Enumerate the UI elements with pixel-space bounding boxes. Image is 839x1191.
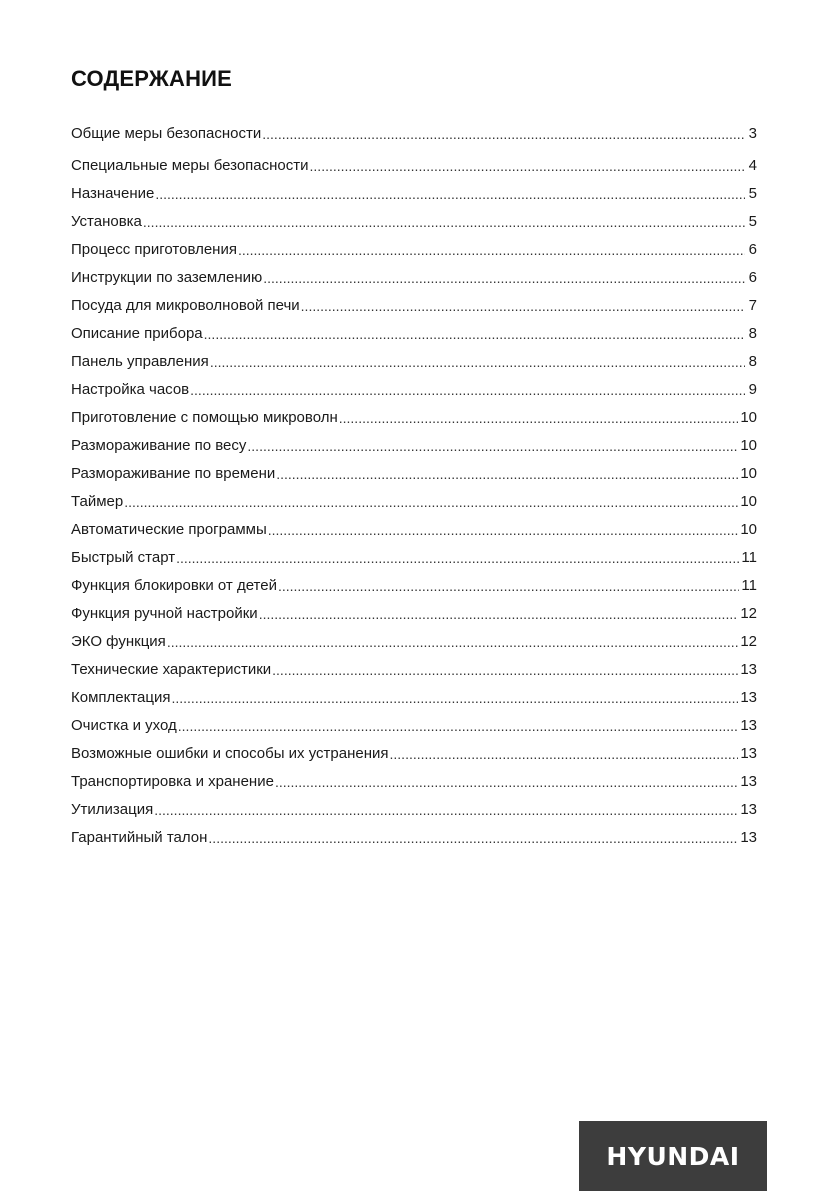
toc-item-title: Таймер [71,493,124,510]
toc-leader-dots [276,464,738,484]
toc-leader-dots [210,352,745,372]
toc-leader-dots [275,772,738,792]
toc-item-title: Приготовление с помощью микроволн [71,409,338,426]
toc-item-page: 13 [740,829,757,846]
toc-item-title: Утилизация [71,801,154,818]
toc-item-title: Комплектация [71,689,171,706]
toc-item-warranty[interactable] [71,820,757,848]
toc-item-manual-setting[interactable] [71,596,757,624]
toc-item-title: Назначение [71,185,155,202]
toc-item-page: 13 [740,717,757,734]
toc-item-child-lock[interactable] [71,568,757,596]
toc-item-general-safety[interactable] [71,116,757,144]
toc-item-title: Размораживание по времени [71,465,276,482]
toc-item-title: Очистка и уход [71,717,177,734]
toc-item-microwave-cooking[interactable] [71,400,757,428]
toc-item-title: Размораживание по весу [71,437,247,454]
toc-leader-dots [167,632,739,652]
toc-leader-dots [272,660,738,680]
toc-item-page: 4 [748,157,757,174]
toc-leader-dots [310,156,745,176]
toc-item-page: 3 [748,125,757,142]
toc-item-auto-programs[interactable] [71,512,757,540]
toc-item-purpose[interactable] [71,176,757,204]
toc-leader-dots [339,408,739,428]
toc-item-title: Функция блокировки от детей [71,577,277,594]
toc-item-title: Общие меры безопасности [71,125,262,142]
toc-item-title: Специальные меры безопасности [71,157,309,174]
toc-item-timer[interactable] [71,484,757,512]
toc-item-title: Автоматические программы [71,521,267,538]
toc-item-page: 10 [740,409,757,426]
toc-item-page: 9 [748,381,757,398]
toc-leader-dots [390,744,739,764]
toc-item-defrost-time[interactable] [71,456,757,484]
toc-item-quick-start[interactable] [71,540,757,568]
toc-leader-dots [204,324,745,344]
toc-leader-dots [155,184,745,204]
toc-item-control-panel[interactable] [71,344,757,372]
toc-item-page: 8 [748,353,757,370]
toc-item-title: Установка [71,213,142,230]
toc-item-page: 13 [740,661,757,678]
toc-item-title: Возможные ошибки и способы их устранения [71,745,389,762]
toc-leader-dots [171,688,738,708]
toc-item-title: Процесс приготовления [71,241,237,258]
toc-item-installation[interactable] [71,204,757,232]
toc-leader-dots [154,800,738,820]
toc-item-specifications[interactable] [71,652,757,680]
toc-leader-dots [124,492,738,512]
hyundai-logo [579,1121,767,1191]
toc-leader-dots [263,268,745,288]
toc-item-page: 11 [741,549,757,566]
toc-item-eco-function[interactable] [71,624,757,652]
toc-item-clock-setting[interactable] [71,372,757,400]
toc-item-page: 7 [748,297,757,314]
toc-item-title: Транспортировка и хранение [71,773,274,790]
toc-item-package-contents[interactable] [71,680,757,708]
toc-item-description[interactable] [71,316,757,344]
toc-item-special-safety[interactable] [71,144,757,176]
toc-item-page: 6 [748,269,757,286]
toc-item-grounding[interactable] [71,260,757,288]
toc-item-transport-storage[interactable] [71,764,757,792]
toc-item-title: Технические характеристики [71,661,272,678]
toc-item-title: Панель управления [71,353,209,370]
toc-item-troubleshooting[interactable] [71,736,757,764]
toc-item-page: 12 [740,605,757,622]
toc-item-disposal[interactable] [71,792,757,820]
toc-leader-dots [278,576,739,596]
toc-leader-dots [208,828,738,848]
toc-leader-dots [259,604,739,624]
toc-leader-dots [178,716,739,736]
toc-item-page: 10 [740,437,757,454]
toc-item-page: 10 [740,465,757,482]
toc-leader-dots [176,548,739,568]
toc-item-title: Посуда для микроволновой печи [71,297,300,314]
toc-item-title: Быстрый старт [71,549,176,566]
toc-item-page: 13 [740,773,757,790]
toc-item-cookware[interactable] [71,288,757,316]
toc-item-page: 13 [740,689,757,706]
toc-leader-dots [268,520,739,540]
toc-item-page: 5 [748,185,757,202]
toc-item-title: Гарантийный талон [71,829,208,846]
toc-item-title: ЭКО функция [71,633,166,650]
toc-item-page: 5 [748,213,757,230]
toc-leader-dots [247,436,738,456]
toc-item-title: Описание прибора [71,325,203,342]
table-of-contents [71,116,757,848]
toc-leader-dots [238,240,745,260]
toc-item-title: Инструкции по заземлению [71,269,263,286]
toc-item-cleaning-care[interactable] [71,708,757,736]
toc-item-page: 10 [740,521,757,538]
toc-leader-dots [301,296,745,316]
toc-item-page: 13 [740,745,757,762]
toc-leader-dots [262,124,745,144]
toc-item-defrost-weight[interactable] [71,428,757,456]
toc-leader-dots [143,212,745,232]
toc-item-page: 8 [748,325,757,342]
page-title: СОДЕРЖАНИЕ [71,66,233,91]
toc-item-page: 13 [740,801,757,818]
toc-item-page: 12 [740,633,757,650]
toc-item-page: 11 [741,577,757,594]
toc-item-cooking-process[interactable] [71,232,757,260]
toc-item-page: 6 [748,241,757,258]
brand-logo-text: HYUNDAI [606,1141,740,1171]
toc-item-title: Функция ручной настройки [71,605,258,622]
toc-item-page: 10 [740,493,757,510]
toc-leader-dots [190,380,745,400]
toc-item-title: Настройка часов [71,381,190,398]
